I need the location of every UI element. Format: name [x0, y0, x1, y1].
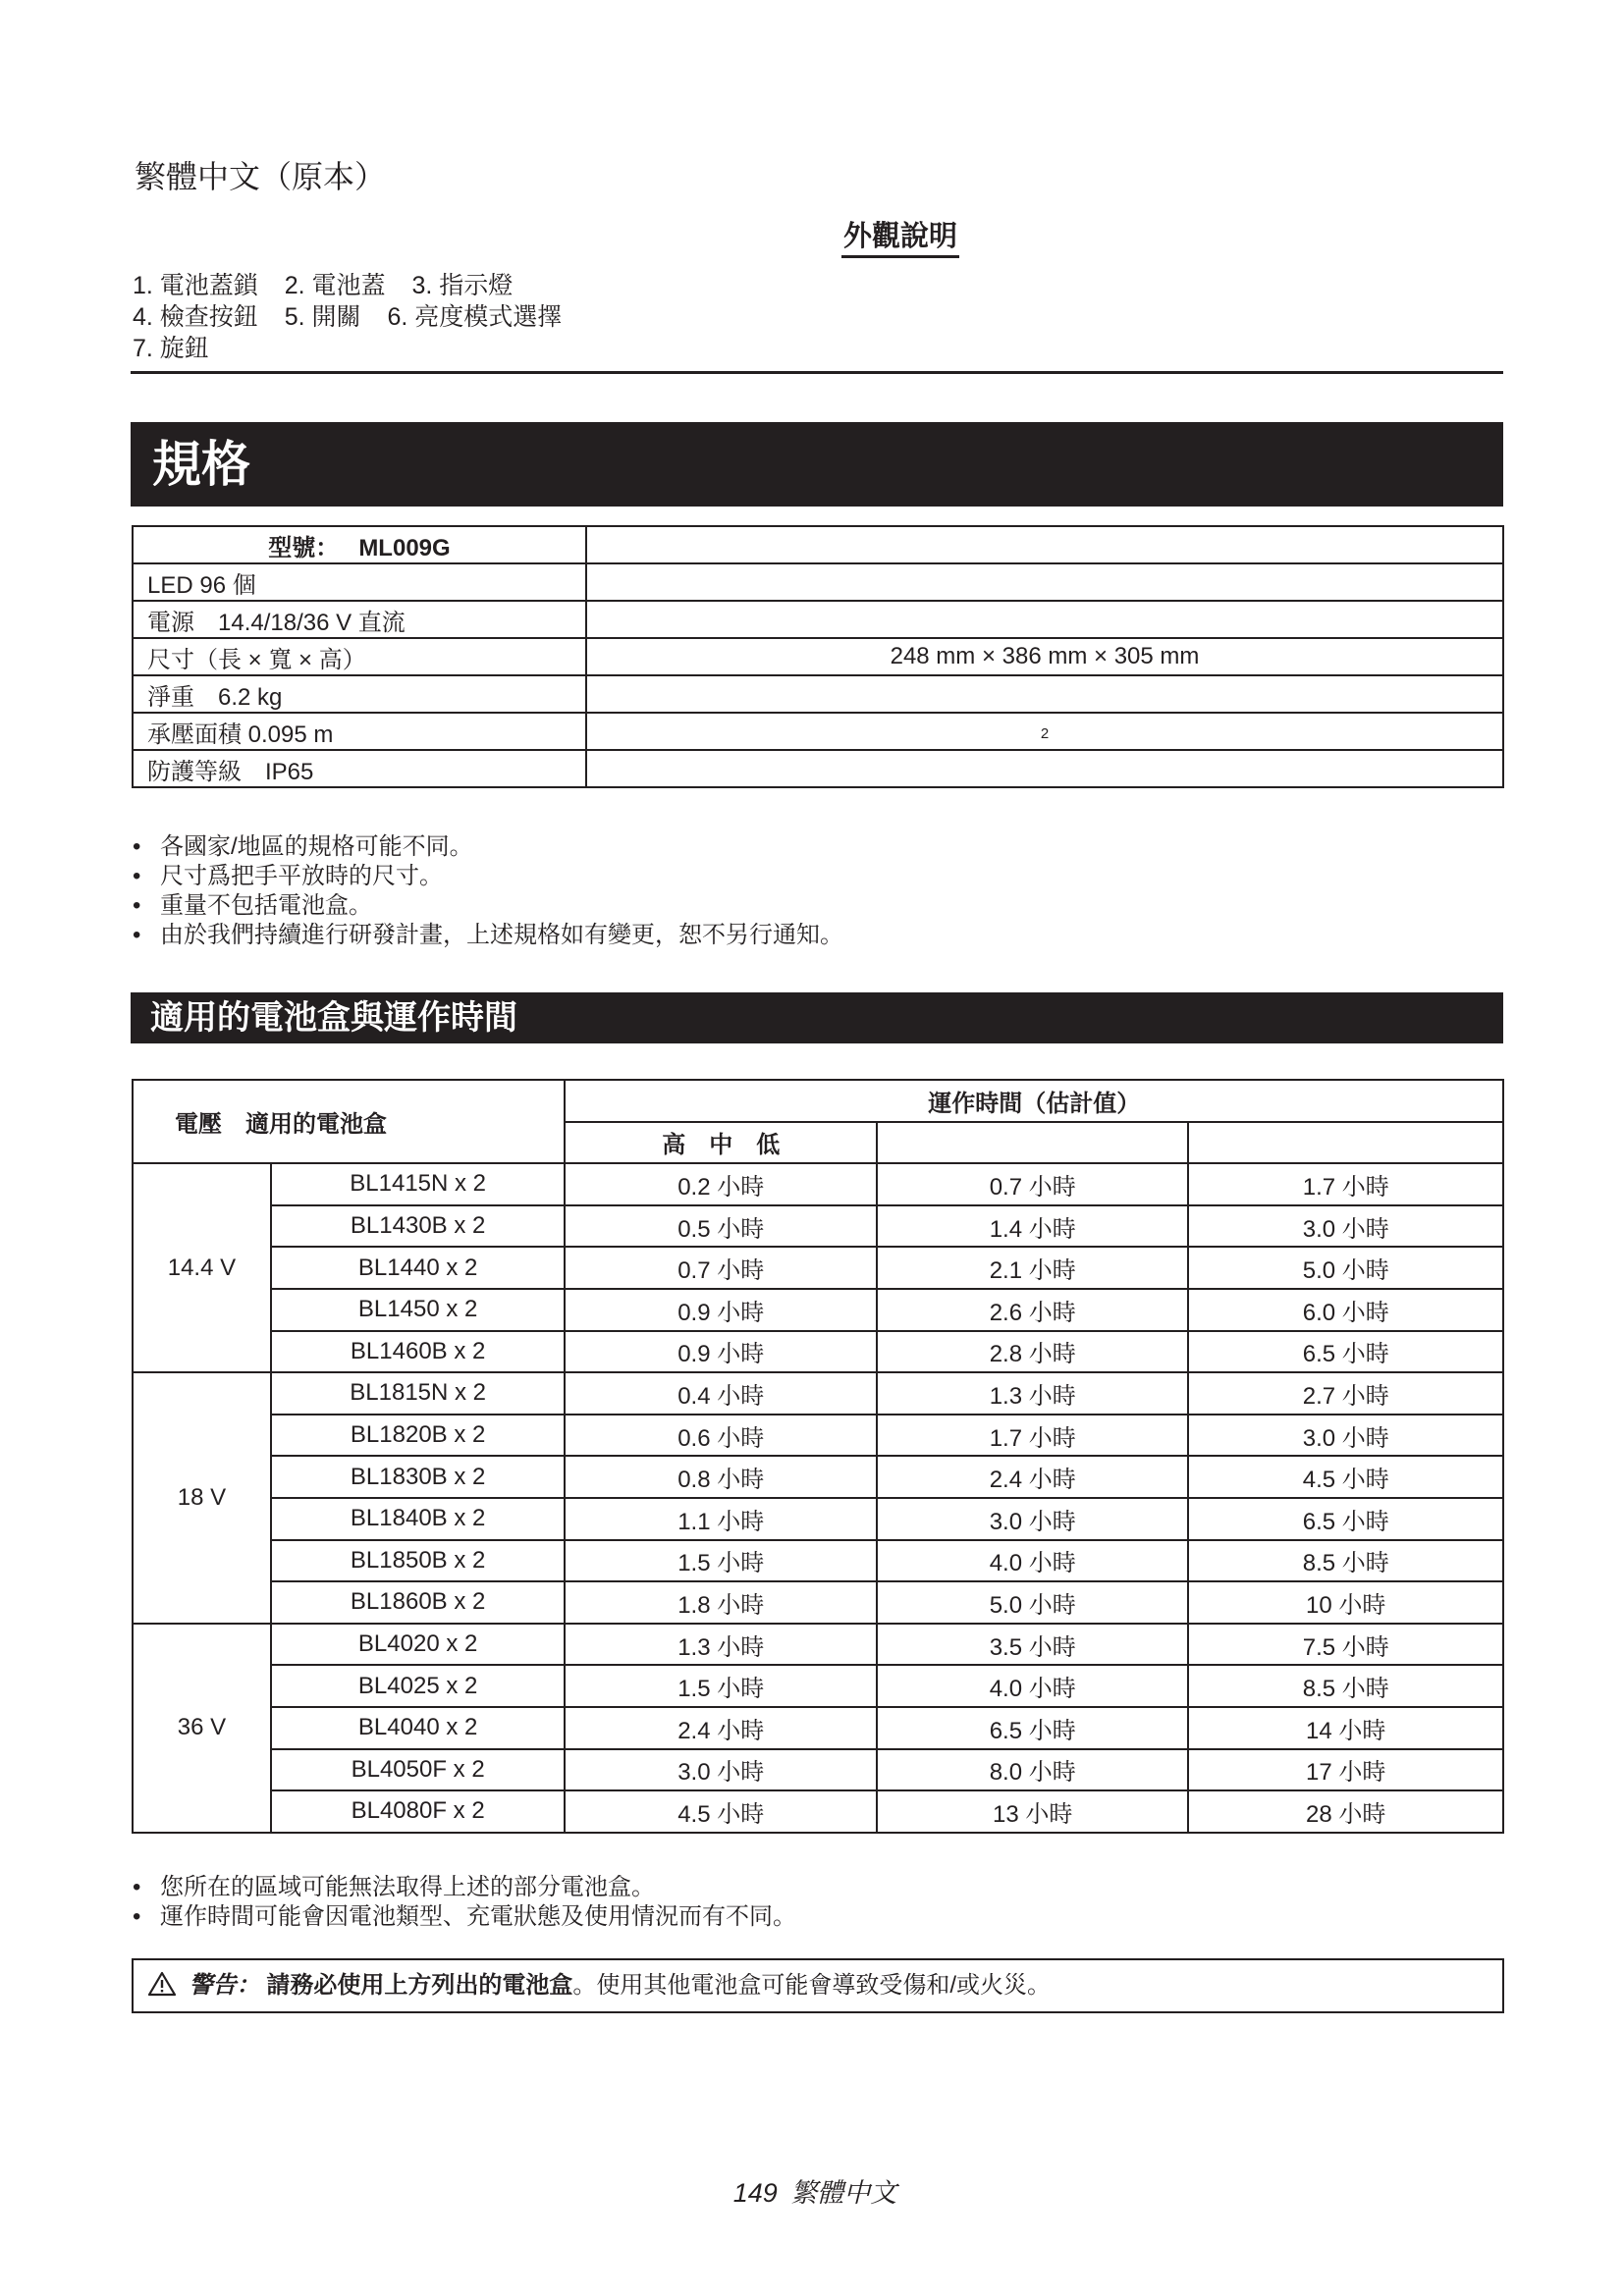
- runtime-cell: 3.0 小時: [565, 1749, 877, 1791]
- battery-model-cell: BL4050F x 2: [271, 1749, 566, 1791]
- runtime-cell: 1.5 小時: [565, 1665, 877, 1707]
- battery-model-cell: BL1460B x 2: [271, 1331, 566, 1373]
- spec-value: 2: [1040, 725, 1050, 742]
- battery-banner: 適用的電池盒與運作時間: [131, 992, 1503, 1043]
- runtime-cell: 1.3 小時: [565, 1624, 877, 1666]
- runtime-cell: 6.5 小時: [1188, 1498, 1503, 1540]
- runtime-cell: 4.0 小時: [877, 1665, 1188, 1707]
- runtime-cell: 2.4 小時: [877, 1456, 1188, 1498]
- model-cell: [133, 526, 586, 563]
- runtime-cell: 4.5 小時: [1188, 1456, 1503, 1498]
- runtime-cell: 3.0 小時: [1188, 1415, 1503, 1457]
- part-item: 5. 開關: [284, 303, 361, 331]
- note-item: • 各國家/地區的規格可能不同。: [133, 832, 843, 862]
- overview-title: 外觀說明: [841, 221, 959, 258]
- table-row: [133, 713, 1503, 750]
- battery-model-cell: BL1440 x 2: [271, 1247, 566, 1289]
- spec-label: 電源 14.4/18/36 V 直流: [133, 601, 586, 638]
- parts-list: [133, 270, 581, 364]
- runtime-cell: 0.4 小時: [565, 1372, 877, 1415]
- battery-model-cell: BL1815N x 2: [271, 1372, 566, 1415]
- spec-value: 248 mm × 386 mm × 305 mm: [586, 638, 1503, 675]
- runtime-cell: 6.0 小時: [1188, 1289, 1503, 1331]
- parts-row: [133, 333, 581, 364]
- runtime-cell: 3.0 小時: [1188, 1205, 1503, 1248]
- runtime-cell: 14 小時: [1188, 1707, 1503, 1749]
- runtime-cell: 0.7 小時: [565, 1247, 877, 1289]
- modes-header: 高 中 低: [565, 1122, 877, 1164]
- runtime-cell: 1.5 小時: [565, 1540, 877, 1582]
- runtime-header: 運作時間（估計值）: [565, 1080, 1503, 1122]
- battery-model-cell: BL1830B x 2: [271, 1456, 566, 1498]
- runtime-cell: 3.5 小時: [877, 1624, 1188, 1666]
- table-header-row: [133, 1080, 1503, 1122]
- language-title: 繁體中文（原本）: [135, 159, 387, 194]
- runtime-cell: 3.0 小時: [877, 1498, 1188, 1540]
- runtime-cell: 13 小時: [877, 1790, 1188, 1833]
- table-cell: [877, 1122, 1188, 1164]
- runtime-cell: 0.6 小時: [565, 1415, 877, 1457]
- warning-triangle-icon: [147, 1964, 177, 2015]
- battery-model-cell: BL4020 x 2: [271, 1624, 566, 1666]
- table-cell: [1188, 1122, 1503, 1164]
- spec-label: 防護等級 IP65: [133, 750, 586, 787]
- runtime-cell: 4.0 小時: [877, 1540, 1188, 1582]
- runtime-cell: 8.0 小時: [877, 1749, 1188, 1791]
- table-row: [133, 1415, 1503, 1457]
- note-item: • 尺寸爲把手平放時的尺寸。: [133, 862, 843, 891]
- table-row: [133, 1790, 1503, 1833]
- runtime-cell: 6.5 小時: [877, 1707, 1188, 1749]
- spec-value: [586, 601, 1503, 638]
- model-label: 型號：: [268, 534, 340, 561]
- parts-row: [133, 270, 581, 301]
- note-item: • 您所在的區域可能無法取得上述的部分電池盒。: [133, 1873, 796, 1902]
- table-row: [133, 563, 1503, 601]
- page-number: 149: [732, 2178, 778, 2208]
- runtime-cell: 0.9 小時: [565, 1331, 877, 1373]
- battery-table: [132, 1079, 1504, 1834]
- runtime-cell: 1.7 小時: [1188, 1163, 1503, 1205]
- battery-model-cell: BL1820B x 2: [271, 1415, 566, 1457]
- table-row: [133, 1749, 1503, 1791]
- table-row: [133, 1665, 1503, 1707]
- warning-bold-text: 請務必使用上方列出的電池盒: [266, 1972, 573, 1999]
- runtime-cell: 7.5 小時: [1188, 1624, 1503, 1666]
- battery-model-cell: BL1850B x 2: [271, 1540, 566, 1582]
- runtime-cell: 0.5 小時: [565, 1205, 877, 1248]
- table-row: [133, 1456, 1503, 1498]
- battery-model-cell: BL1430B x 2: [271, 1205, 566, 1248]
- runtime-cell: 5.0 小時: [1188, 1247, 1503, 1289]
- note-item: • 由於我們持續進行研發計畫，上述規格如有變更，恕不另行通知。: [133, 921, 843, 950]
- part-item: 6. 亮度模式選擇: [387, 303, 563, 331]
- spec-notes: [133, 832, 843, 950]
- runtime-cell: 17 小時: [1188, 1749, 1503, 1791]
- table-row: [133, 1205, 1503, 1248]
- table-row: [133, 750, 1503, 787]
- warning-box: [132, 1958, 1504, 2013]
- runtime-cell: 1.4 小時: [877, 1205, 1188, 1248]
- spec-value: [586, 563, 1503, 601]
- part-item: 3. 指示燈: [411, 272, 514, 299]
- overview-heading: [0, 214, 1624, 254]
- runtime-cell: 8.5 小時: [1188, 1540, 1503, 1582]
- runtime-cell: 0.9 小時: [565, 1289, 877, 1331]
- voltage-battery-header: 電壓 適用的電池盒: [133, 1080, 565, 1163]
- runtime-cell: 8.5 小時: [1188, 1665, 1503, 1707]
- page-footer: [0, 2171, 1624, 2210]
- runtime-cell: 5.0 小時: [877, 1581, 1188, 1624]
- battery-model-cell: BL4080F x 2: [271, 1790, 566, 1833]
- table-row: [133, 1498, 1503, 1540]
- runtime-cell: 1.8 小時: [565, 1581, 877, 1624]
- runtime-cell: 28 小時: [1188, 1790, 1503, 1833]
- spec-value-wrap: [586, 713, 1503, 750]
- runtime-cell: 10 小時: [1188, 1581, 1503, 1624]
- battery-model-cell: BL4025 x 2: [271, 1665, 566, 1707]
- table-row: [133, 601, 1503, 638]
- runtime-cell: 0.2 小時: [565, 1163, 877, 1205]
- table-row: [133, 1289, 1503, 1331]
- spec-label: 承壓面積 0.095 m: [133, 713, 586, 750]
- runtime-cell: 2.6 小時: [877, 1289, 1188, 1331]
- runtime-cell: 2.7 小時: [1188, 1372, 1503, 1415]
- warning-text: 。使用其他電池盒可能會導致受傷和/或火災。: [572, 1972, 1052, 1999]
- part-item: 7. 旋鈕: [133, 335, 209, 362]
- table-row: [133, 1247, 1503, 1289]
- runtime-cell: 1.7 小時: [877, 1415, 1188, 1457]
- battery-model-cell: BL1840B x 2: [271, 1498, 566, 1540]
- specs-banner: 規格: [131, 422, 1503, 507]
- spec-value: [586, 675, 1503, 713]
- table-row: [133, 1163, 1503, 1205]
- parts-row: [133, 301, 581, 333]
- runtime-cell: 2.4 小時: [565, 1707, 877, 1749]
- runtime-cell: 4.5 小時: [565, 1790, 877, 1833]
- spec-label: LED 96 個: [133, 563, 586, 601]
- table-row: [133, 675, 1503, 713]
- warning-label: 警告：: [189, 1972, 260, 1999]
- section-divider: [131, 371, 1503, 374]
- table-row: [133, 1540, 1503, 1582]
- part-item: 1. 電池蓋鎖: [133, 272, 258, 299]
- table-row: [133, 1331, 1503, 1373]
- part-item: 4. 檢查按鈕: [133, 303, 258, 331]
- table-row: [133, 1372, 1503, 1415]
- table-row: [133, 526, 1503, 563]
- voltage-cell: 18 V: [133, 1372, 271, 1624]
- note-item: • 重量不包括電池盒。: [133, 891, 843, 921]
- specs-table: [132, 525, 1504, 788]
- table-row: [133, 638, 1503, 675]
- battery-model-cell: BL4040 x 2: [271, 1707, 566, 1749]
- runtime-cell: 6.5 小時: [1188, 1331, 1503, 1373]
- runtime-cell: 0.7 小時: [877, 1163, 1188, 1205]
- spec-label: 尺寸（長 × 寬 × 高）: [133, 638, 586, 675]
- battery-model-cell: BL1450 x 2: [271, 1289, 566, 1331]
- battery-model-cell: BL1415N x 2: [271, 1163, 566, 1205]
- spec-value: [586, 750, 1503, 787]
- table-cell: [586, 526, 1503, 563]
- voltage-cell: 36 V: [133, 1624, 271, 1833]
- spec-label: 淨重 6.2 kg: [133, 675, 586, 713]
- table-row: [133, 1624, 1503, 1666]
- runtime-cell: 2.8 小時: [877, 1331, 1188, 1373]
- battery-notes: [133, 1873, 796, 1932]
- table-row: [133, 1581, 1503, 1624]
- table-row: [133, 1707, 1503, 1749]
- model-number: ML009G: [358, 534, 451, 561]
- note-item: • 運作時間可能會因電池類型、充電狀態及使用情況而有不同。: [133, 1902, 796, 1932]
- runtime-cell: 1.1 小時: [565, 1498, 877, 1540]
- runtime-cell: 1.3 小時: [877, 1372, 1188, 1415]
- part-item: 2. 電池蓋: [284, 272, 386, 299]
- runtime-cell: 0.8 小時: [565, 1456, 877, 1498]
- runtime-cell: 2.1 小時: [877, 1247, 1188, 1289]
- battery-model-cell: BL1860B x 2: [271, 1581, 566, 1624]
- footer-language: 繁體中文: [790, 2178, 897, 2208]
- voltage-cell: 14.4 V: [133, 1163, 271, 1372]
